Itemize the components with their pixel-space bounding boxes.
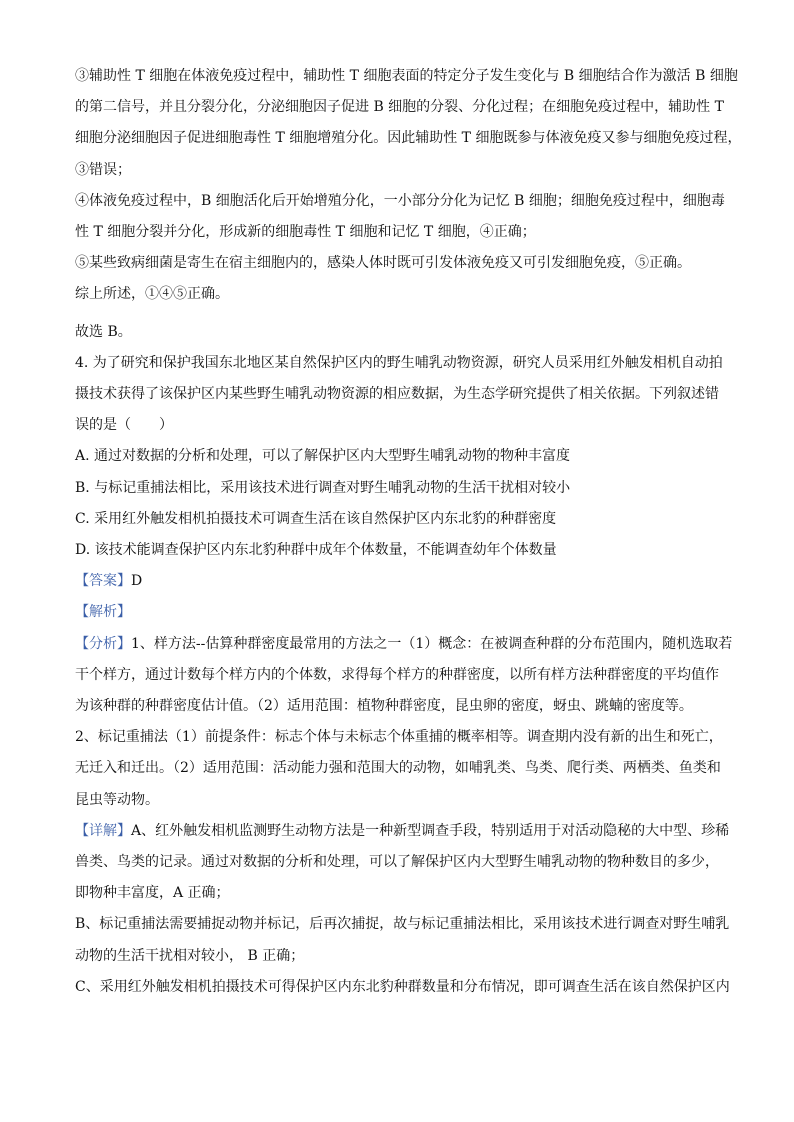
previous-explanation: [75, 61, 742, 311]
option-b: B. 与标记重捕法相比，采用该技术进行调查对野生哺乳动物的生活干扰相对较小: [75, 479, 571, 496]
xiangjie-text: A、红外触发相机监测野生动物方法是一种新型调查手段，特别适用于对活动隐秘的大中型、珍稀: [131, 822, 730, 839]
xiangjie-line: 动物的生活干扰相对较小， B 正确；: [75, 947, 305, 964]
text-line: ③错误；: [75, 161, 131, 178]
fenxi-text: 1、样方法--估算种群密度最常用的方法之一（1）概念：在被调查种群的分布范围内，随机选取若: [131, 635, 733, 652]
xiangjie-line: [75, 816, 734, 847]
analysis-label: 【解析】: [75, 604, 131, 621]
text-line: 综上所述，①④⑤正确。: [75, 286, 229, 303]
option-d: D. 该技术能调查保护区内东北豹种群中成年个体数量，不能调查幼年个体数量: [75, 542, 557, 559]
fenxi-line: 为该种群的种群密度估计值。（2）适用范围：植物种群密度，昆虫卵的密度，蚜虫、跳蝻的密度等。: [75, 698, 693, 715]
question-stem-line: 4. 为了研究和保护我国东北地区某自然保护区内的野生哺乳动物资源，研究人员采用红外触发相机自动拍: [75, 354, 723, 371]
answer-line: [75, 566, 734, 597]
xiangjie-line: 兽类、鸟类的记录。通过对数据的分析和处理，可以了解保护区内大型野生哺乳动物的物种数目的多少，: [75, 854, 719, 871]
option-c: C. 采用红外触发相机拍摄技术可调查生活在该自然保护区内东北豹的种群密度: [75, 510, 557, 527]
xiangjie-line: 即物种丰富度，A 正确；: [75, 885, 230, 902]
text-line: ③辅助性 T 细胞在体液免疫过程中，辅助性 T 细胞表面的特定分子发生变化与 B 细胞结合作为激活 B 细胞: [75, 68, 738, 84]
fenxi-label: 【分析】: [75, 635, 131, 652]
text-line: ⑤某些致病细菌是寄生在宿主细胞内的，感染人体时既可引发体液免疫又可引发细胞免疫，⑤正确。: [75, 255, 691, 272]
answer-value: D: [131, 573, 143, 590]
fenxi-line: 昆虫等动物。: [75, 791, 159, 808]
text-line: 的第二信号，并且分裂分化，分泌细胞因子促进 B 细胞的分裂、分化过程；在细胞免疫过程中，辅助性 T: [75, 99, 724, 116]
text-line: 性 T 细胞分裂并分化，形成新的细胞毒性 T 细胞和记忆 T 细胞，④正确；: [75, 224, 536, 241]
fenxi-line: 无迁入和迁出。（2）适用范围：活动能力强和范围大的动物，如哺乳类、鸟类、爬行类、两栖类、鱼类和: [75, 760, 721, 777]
previous-choice: 故选 B。: [75, 323, 132, 340]
question-stem-line: 摄技术获得了该保护区内某些野生哺乳动物资源的相应数据，为生态学研究提供了相关依据。下列叙述错: [75, 386, 719, 403]
xiangjie-label: 【详解】: [75, 822, 131, 839]
question-4: [75, 348, 734, 1003]
answer-label: 【答案】: [75, 573, 131, 590]
text-line: 细胞分泌细胞因子促进细胞毒性 T 细胞增殖分化。因此辅助性 T 细胞既参与体液免疫又参与细胞免疫过程，: [75, 130, 742, 147]
xiangjie-line: C、采用红外触发相机拍摄技术可得保护区内东北豹种群数量和分布情况，即可调查生活在该自然保护区内: [75, 978, 730, 995]
text-line: ④体液免疫过程中，B 细胞活化后开始增殖分化，一小部分分化为记忆 B 细胞；细胞免疫过程中，细胞毒: [75, 192, 725, 209]
xiangjie-line: B、标记重捕法需要捕捉动物并标记，后再次捕捉，故与标记重捕法相比，采用该技术进行调查对野生哺乳: [75, 916, 730, 933]
fenxi-line: 干个样方，通过计数每个样方内的个体数，求得每个样方的种群密度，以所有样方法种群密度的平均值作: [75, 666, 719, 683]
analysis-heading: [75, 597, 734, 628]
fenxi-line: [75, 629, 734, 660]
question-stem-line: 误的是（ ）: [75, 417, 173, 434]
fenxi-line: 2、标记重捕法（1）前提条件：标志个体与未标志个体重捕的概率相等。调查期内没有新的出生和死亡，: [75, 729, 723, 746]
option-a: A. 通过对数据的分析和处理，可以了解保护区内大型野生哺乳动物的物种丰富度: [75, 448, 571, 465]
